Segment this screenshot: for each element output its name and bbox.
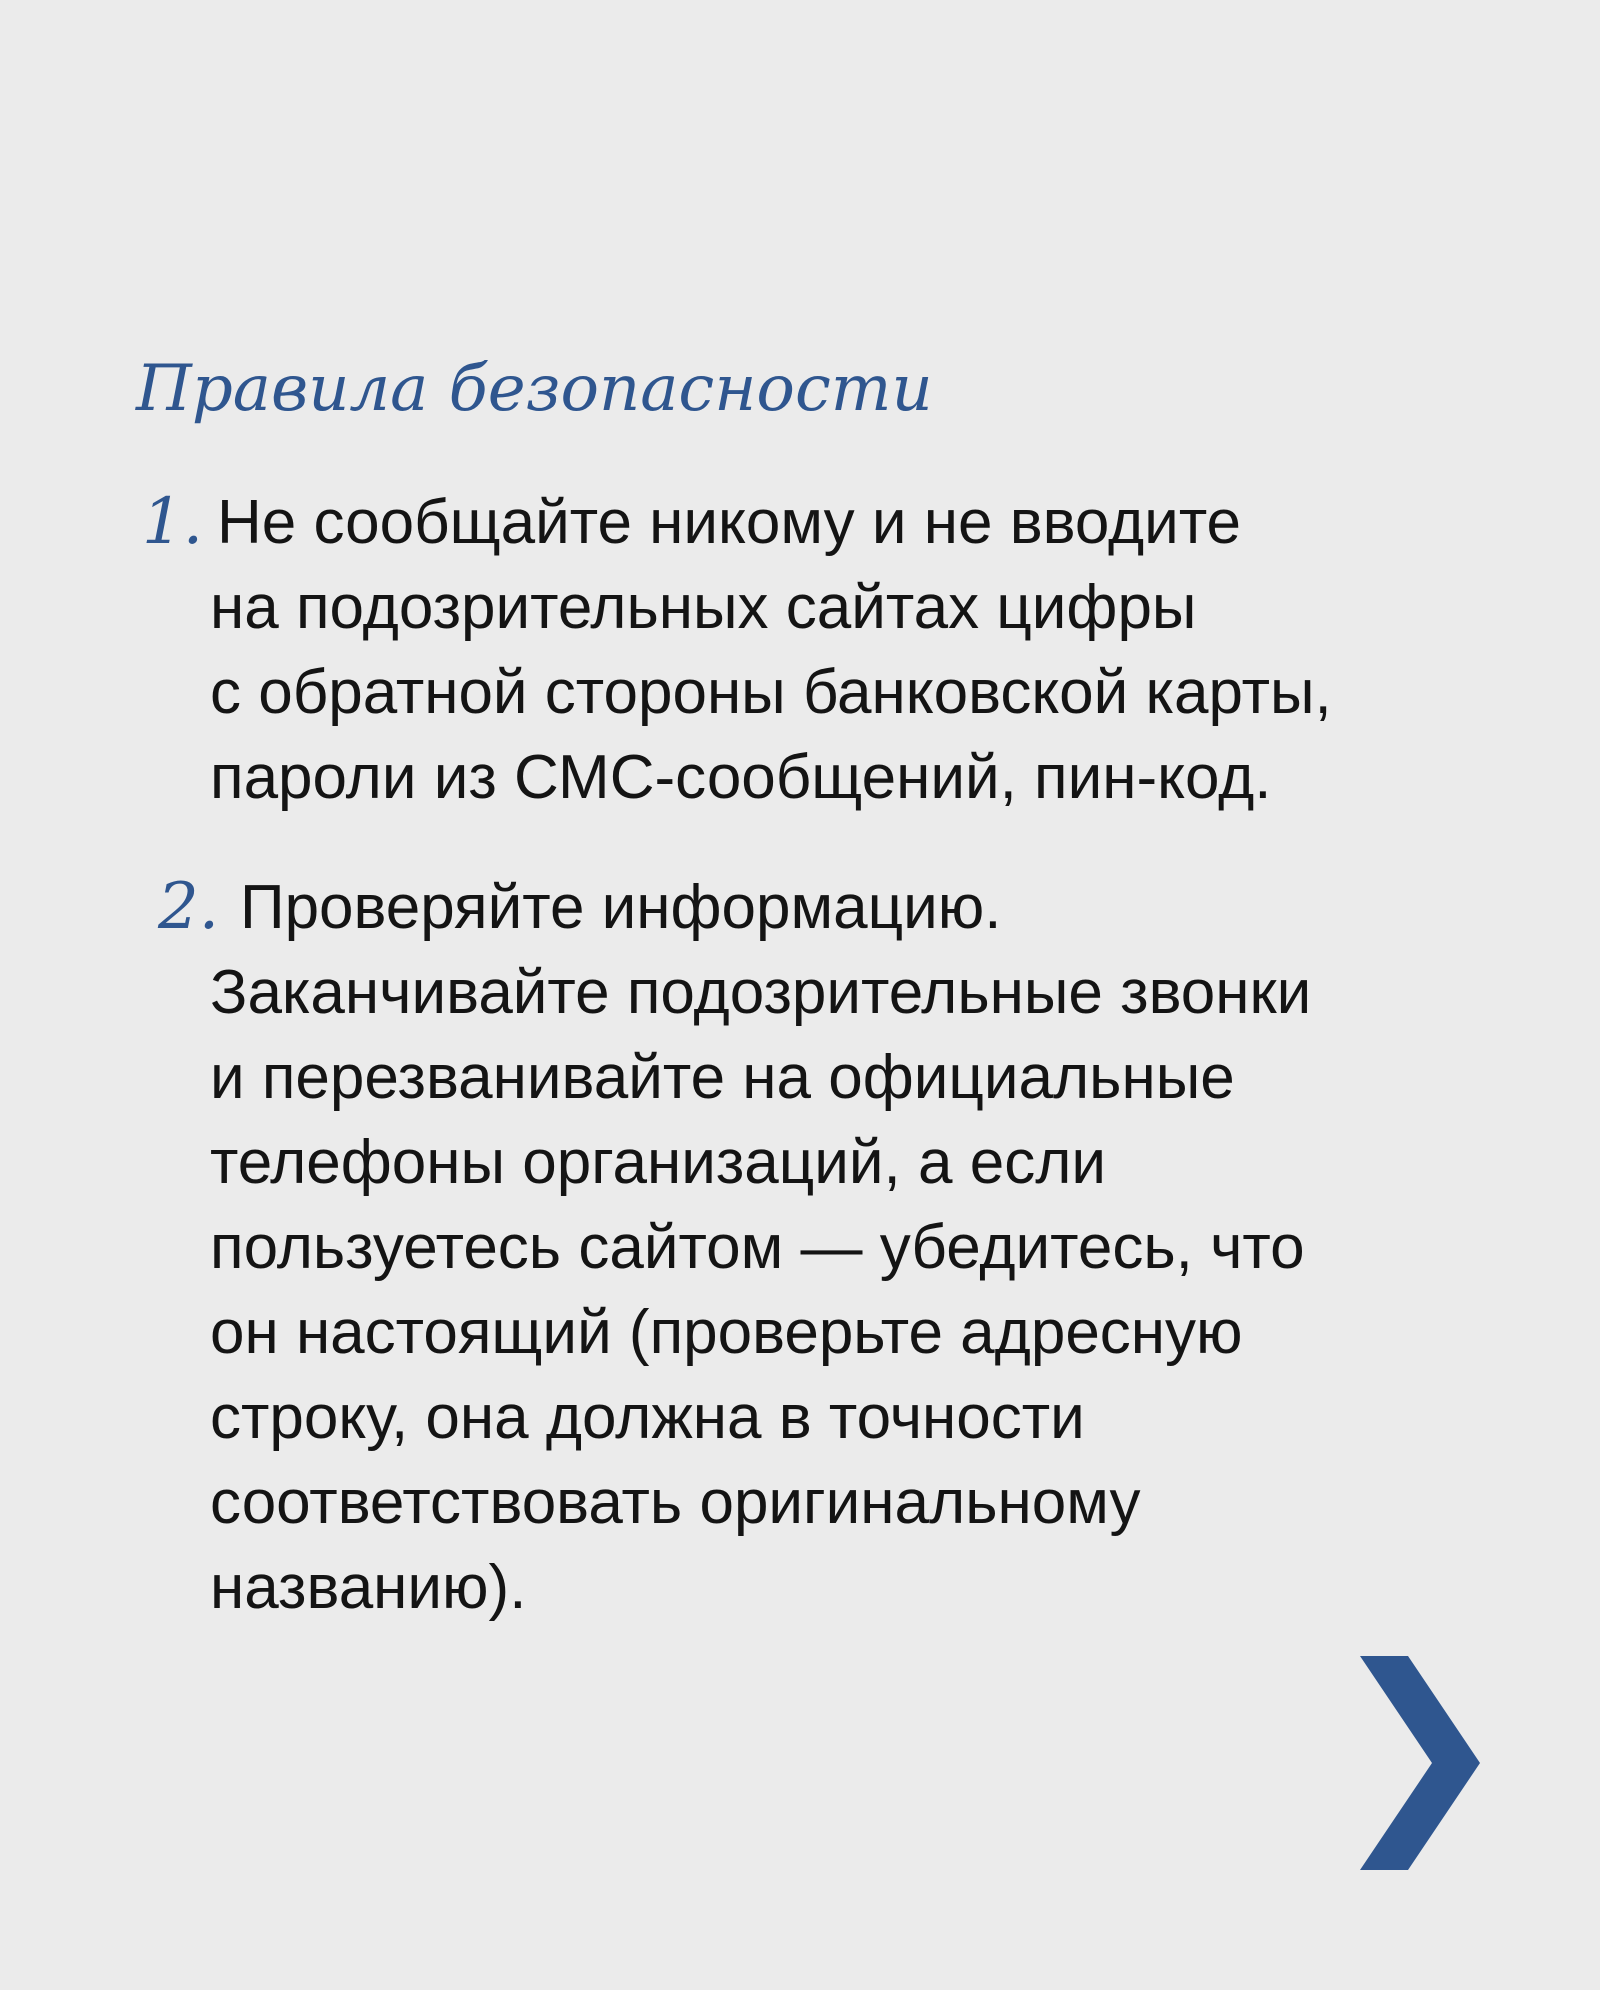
rule-1-line-2: на подозрительных сайтах цифры	[210, 573, 1197, 642]
rule-item-1	[142, 480, 1510, 820]
rule-1-line-3: с обратной стороны банковской карты,	[210, 658, 1332, 727]
chevron-right-icon[interactable]	[1360, 1656, 1480, 1870]
rule-2-line-1: Проверяйте информацию.	[240, 873, 1002, 942]
rule-2-line-3: и перезванивайте на официальные	[210, 1043, 1235, 1112]
rule-2-line-6: он настоящий (проверьте адресную	[210, 1298, 1243, 1367]
rule-2-line-9: названию).	[210, 1553, 527, 1622]
rule-2-line-2: Заканчивайте подозрительные звонки	[210, 958, 1312, 1027]
rule-number-2: 2.	[158, 870, 220, 944]
rule-1-line-1: Не сообщайте никому и не вводите	[217, 488, 1241, 557]
rule-1-line-4: пароли из СМС-сообщений, пин-код.	[210, 743, 1272, 812]
rule-2-line-5: пользуетесь сайтом — убедитесь, что	[210, 1213, 1305, 1282]
rule-item-2	[158, 865, 1510, 1630]
rule-2-line-7: строку, она должна в точности	[210, 1383, 1085, 1452]
page-title: Правила безопасности	[136, 352, 933, 426]
rule-2-line-8: соответствовать оригинальному	[210, 1468, 1141, 1537]
rule-number-1: 1.	[142, 485, 204, 559]
rule-2-line-4: телефоны организаций, а если	[210, 1128, 1107, 1197]
